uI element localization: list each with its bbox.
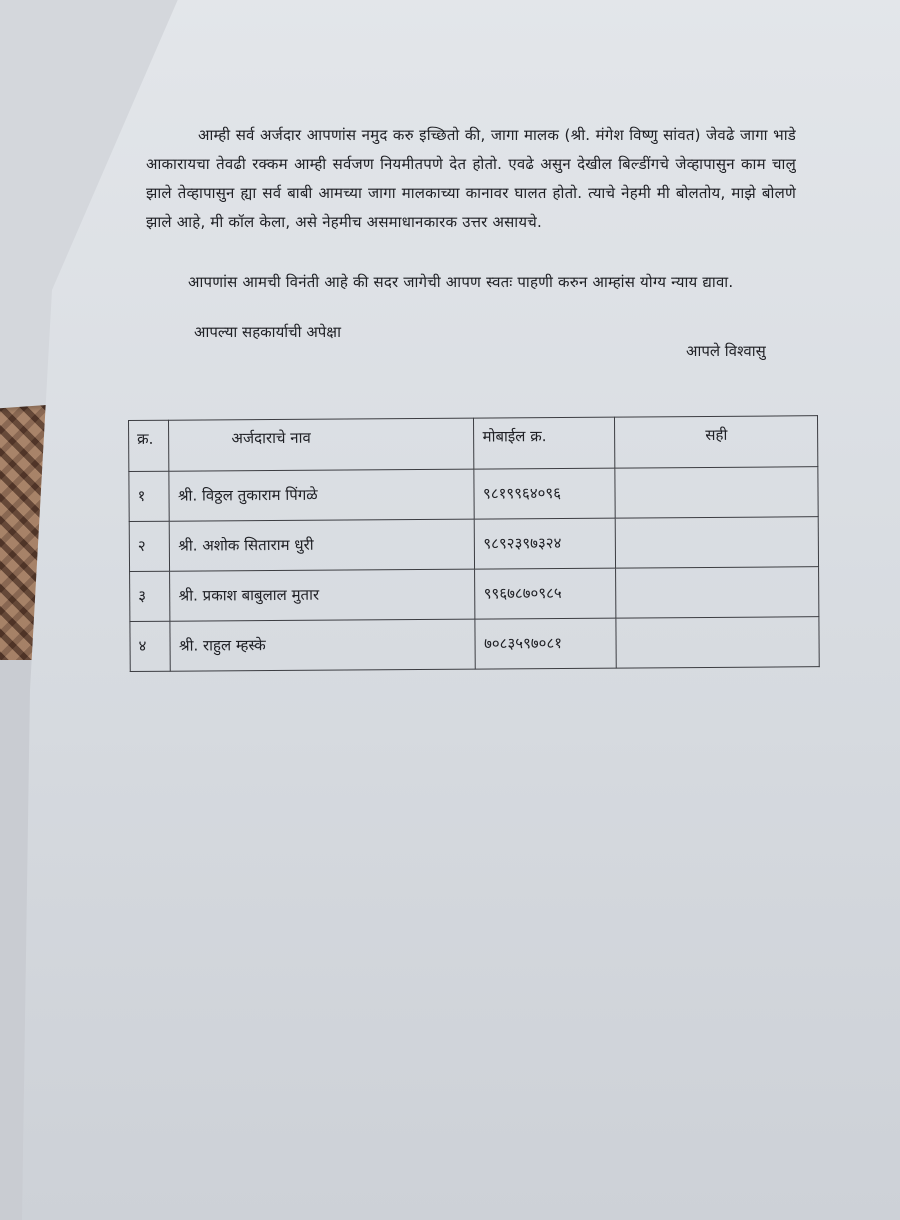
cell-mobile: ९८९२३९७३२४ <box>475 518 616 569</box>
cell-name: श्री. प्रकाश बाबुलाल मुतार <box>170 569 475 621</box>
letter-closing: आपल्या सहकार्याची अपेक्षा <box>194 323 341 341</box>
cell-name: श्री. विठ्ठल तुकाराम पिंगळे <box>169 469 474 521</box>
cell-signature <box>616 567 819 618</box>
header-name: अर्जदाराचे नाव <box>169 418 474 471</box>
table-row <box>129 517 818 572</box>
cell-signature <box>616 517 819 568</box>
letter-paragraph-1: आम्ही सर्व अर्जदार आपणांस नमुद करु इच्छितो की, जागा मालक (श्री. मंगेश विष्णु सांवत) जेवढे जागा भाडे आकारायचा तेवढी रक्कम आम्ही सर्वजण नियमीतपणे देत होतो. एवढे असुन देखील बिल्डींगचे जेव्हापासुन काम चालु झाले तेव्हापासुन ह्या सर्व बाबी आमच्या जागा मालकाच्या कानावर घालत होतो. त्याचे नेहमी मी बोलतोय, माझे बोलणे झाले आहे, मी कॉल केला, असे नेहमीच असमाधानकारक उत्तर असायचे. <box>146 126 796 231</box>
header-mobile: मोबाईल क्र. <box>474 417 615 469</box>
table-row <box>129 467 818 522</box>
cell-signature <box>615 467 818 518</box>
cell-mobile: ९८१९९६४०९६ <box>474 468 615 519</box>
cell-mobile: ७०८३५९७०८१ <box>475 618 616 669</box>
table-header-row <box>129 416 818 472</box>
cell-name: श्री. राहुल म्हस्के <box>170 619 475 671</box>
cell-serial: २ <box>129 521 170 571</box>
cell-name: श्री. अशोक सिताराम धुरी <box>170 519 475 571</box>
header-serial: क्र. <box>129 420 170 471</box>
cell-serial: १ <box>129 471 170 521</box>
table-row <box>130 567 819 622</box>
letter-signoff: आपले विश्वासु <box>686 342 766 360</box>
cell-mobile: ९९६७८७०९८५ <box>475 568 616 619</box>
table-row <box>130 617 819 672</box>
cell-serial: ४ <box>130 621 171 671</box>
letter-paragraph-2: आपणांस आमची विनंती आहे की सदर जागेची आपण स्वतः पाहणी करुन आम्हांस योग्य न्याय द्यावा. <box>188 273 734 291</box>
header-signature: सही <box>615 416 818 468</box>
cell-signature <box>616 617 819 668</box>
cell-serial: ३ <box>130 571 171 621</box>
applicants-table <box>128 415 820 672</box>
